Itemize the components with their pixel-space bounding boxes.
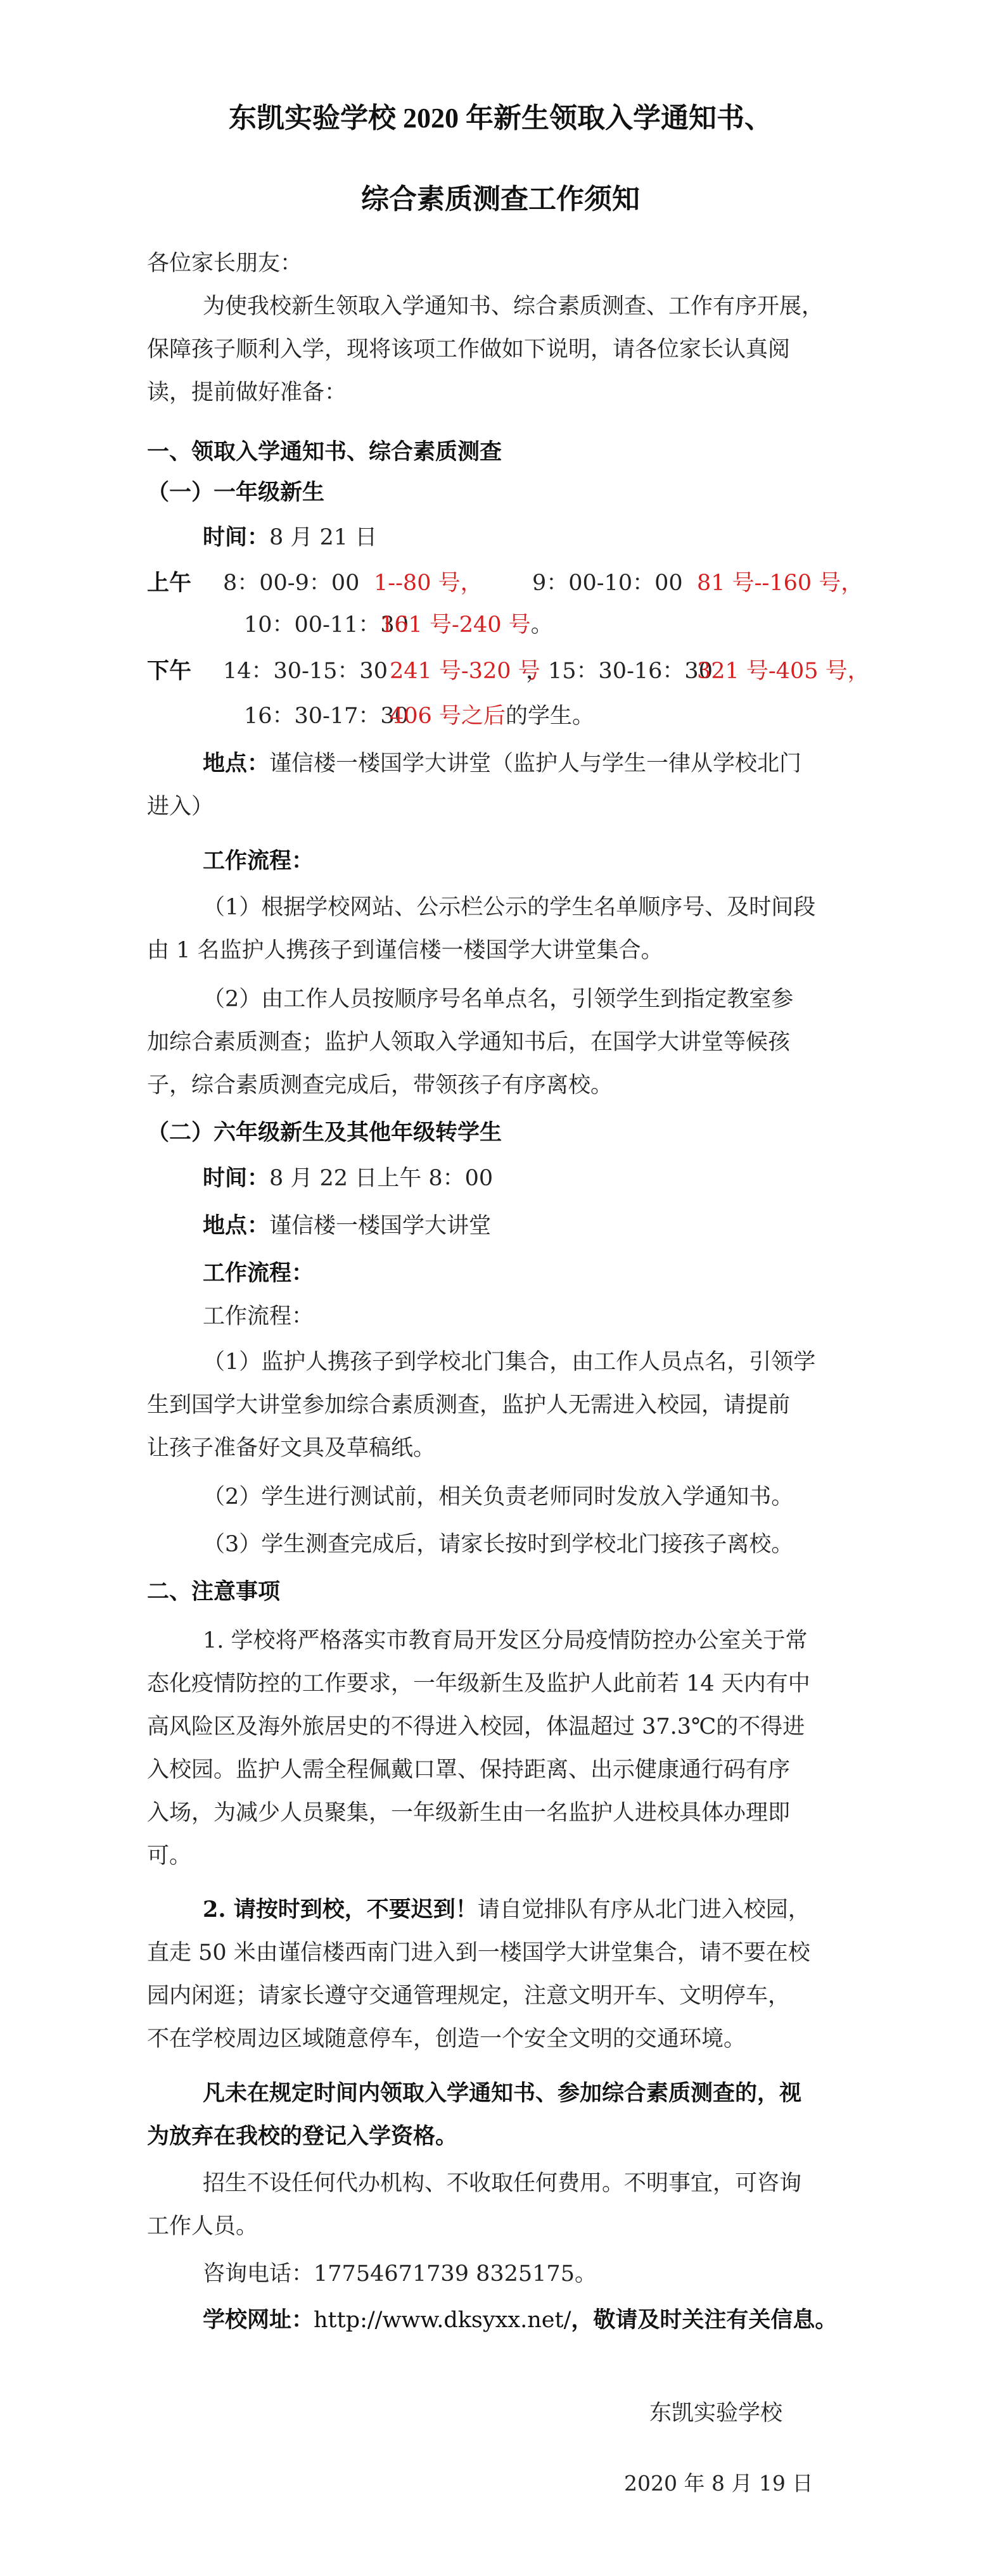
contact-phone-label: 咨询电话： — [203, 2261, 314, 2287]
notice-item2-line: 直走 50 米由谨信楼西南门进入到一楼国学大讲堂集合，请不要在校 — [147, 1940, 810, 1966]
grade1-flow-line: 加综合素质测查；监护人领取入学通知书后，在国学大讲堂等候孩 — [147, 1030, 791, 1055]
warning-line: 凡未在规定时间内领取入学通知书、参加综合素质测查的，视 — [203, 2080, 802, 2106]
notice-item1-line: 入场，为减少人员聚集，一年级新生由一名监护人进校具体办理即 — [147, 1800, 791, 1826]
grade6-flow-line: （1）监护人携孩子到学校北门集合，由工作人员点名，引领学 — [203, 1349, 816, 1375]
am-end-punct: 。 — [530, 612, 553, 638]
grade6-flow-label-repeat: 工作流程： — [203, 1304, 314, 1329]
grade1-flow-line: （2）由工作人员按顺序号名单点名，引领学生到指定教室参 — [203, 987, 794, 1012]
grade1-time-value: 8 月 21 日 — [269, 525, 378, 550]
notice-item2-line: 园内闲逛；请家长遵守交通管理规定，注意文明开车、文明停车， — [147, 1983, 791, 2009]
grade1-place-value: 谨信楼一楼国学大讲堂（监护人与学生一律从学校北门 — [269, 751, 802, 776]
document-title-line2: 综合素质测查工作须知 — [361, 184, 640, 215]
grade6-heading: （二）六年级新生及其他年级转学生 — [147, 1120, 502, 1146]
fee-notice-line: 招生不设任何代办机构、不收取任何费用。不明事宜，可咨询 — [203, 2171, 802, 2196]
grade1-heading: （一）一年级新生 — [147, 479, 325, 505]
grade1-place — [203, 750, 801, 777]
section1-heading: 一、领取入学通知书、综合素质测查 — [147, 439, 502, 465]
intro-line: 保障孩子顺利入学，现将该项工作做如下说明，请各位家长认真阅 — [147, 337, 791, 362]
pm-label: 下午 — [147, 658, 192, 684]
grade1-place-cont: 进入） — [147, 794, 214, 819]
grade6-time-label: 时间： — [203, 1165, 270, 1191]
grade6-place — [203, 1213, 491, 1239]
grade1-time — [203, 524, 377, 551]
notice-item2-first — [203, 1897, 810, 1923]
am-slot-numbers: 1--80 号， — [374, 571, 483, 596]
website-label: 学校网址： — [203, 2307, 314, 2333]
grade6-flow-line: （3）学生测查完成后，请家长按时到学校北门接孩子离校。 — [203, 1532, 794, 1557]
intro-line: 为使我校新生领取入学通知书、综合素质测查、工作有序开展， — [203, 294, 824, 319]
website-link[interactable]: http://www.dksyxx.net/ — [314, 2308, 571, 2333]
grade6-flow-label: 工作流程： — [203, 1260, 314, 1286]
pm-end-text: 的学生。 — [505, 704, 594, 729]
notice-item2-text: 请自觉排队有序从北门进入校园， — [477, 1897, 810, 1923]
greeting: 各位家长朋友： — [147, 251, 303, 276]
grade1-flow-label: 工作流程： — [203, 848, 314, 874]
school-website — [203, 2307, 837, 2333]
warning-line: 为放弃在我校的登记入学资格。 — [147, 2123, 458, 2149]
grade1-flow-line: 由 1 名监护人携孩子到谨信楼一楼国学大讲堂集合。 — [147, 938, 663, 963]
website-suffix: ，敬请及时关注有关信息。 — [571, 2307, 838, 2333]
grade6-place-value: 谨信楼一楼国学大讲堂 — [269, 1213, 492, 1239]
notice-item2-emphasis: 2. 请按时到校，不要迟到！ — [203, 1897, 478, 1923]
notice-item1-line: 高风险区及海外旅居史的不得进入校园，体温超过 37.3℃的不得进 — [147, 1714, 805, 1739]
am-slot-numbers: 81 号--160 号， — [697, 571, 864, 596]
grade6-time — [203, 1165, 493, 1192]
intro-line: 读，提前做好准备： — [147, 380, 347, 405]
am-slot-time: 10：00-11：30 — [244, 612, 409, 638]
am-slot-numbers: 161 号-240 号 — [380, 612, 531, 638]
am-slot-time: 9：00-10：00 — [532, 571, 683, 596]
fee-notice-line: 工作人员。 — [147, 2214, 258, 2239]
pm-slot-time: ，15：30-16：30 — [526, 659, 713, 684]
contact-phone — [203, 2261, 597, 2287]
notice-item1-line: 态化疫情防控的工作要求，一年级新生及监护人此前若 14 天内有中 — [147, 1671, 810, 1696]
am-label: 上午 — [147, 570, 192, 596]
am-slot-line-end — [380, 612, 553, 638]
notice-item1-line: 1. 学校将严格落实市教育局开发区分局疫情防控办公室关于常 — [203, 1628, 808, 1653]
document-title-line1: 东凯实验学校 2020 年新生领取入学通知书、 — [229, 103, 772, 134]
section2-heading: 二、注意事项 — [147, 1579, 281, 1605]
pm-slot-numbers: 321 号-405 号， — [697, 659, 870, 684]
grade1-flow-line: 子，综合素质测查完成后，带领孩子有序离校。 — [147, 1073, 613, 1098]
grade6-flow-line: （2）学生进行测试前，相关负责老师同时发放入学通知书。 — [203, 1484, 794, 1510]
am-slot-time: 8：00-9：00 — [223, 571, 360, 596]
pm-slot-numbers: 406 号之后 — [390, 704, 506, 729]
grade1-flow-line: （1）根据学校网站、公示栏公示的学生名单顺序号、及时间段 — [203, 895, 816, 920]
pm-slot-line-end — [390, 703, 594, 729]
pm-slot-numbers: 241 号-320 号 — [390, 659, 540, 684]
pm-slot-time: 14：30-15：30 — [223, 659, 388, 684]
notice-item1-line: 入校园。监护人需全程佩戴口罩、保持距离、出示健康通行码有序 — [147, 1757, 791, 1783]
grade1-place-label: 地点： — [203, 750, 270, 776]
notice-item2-line: 不在学校周边区域随意停车，创造一个安全文明的交通环境。 — [147, 2026, 746, 2052]
notice-item1-line: 可。 — [147, 1843, 192, 1869]
grade1-time-label: 时间： — [203, 524, 270, 550]
grade6-flow-line: 让孩子准备好文具及草稿纸。 — [147, 1436, 436, 1461]
contact-phone-value: 17754671739 8325175。 — [314, 2261, 597, 2287]
grade6-place-label: 地点： — [203, 1213, 270, 1239]
pm-slot-time: 16：30-17：30 — [244, 704, 409, 729]
grade6-time-value: 8 月 22 日上午 8：00 — [269, 1166, 494, 1191]
signature-school: 东凯实验学校 — [649, 2401, 783, 2426]
signature-date: 2020 年 8 月 19 日 — [624, 2471, 813, 2496]
grade6-flow-line: 生到国学大讲堂参加综合素质测查，监护人无需进入校园，请提前 — [147, 1392, 791, 1418]
